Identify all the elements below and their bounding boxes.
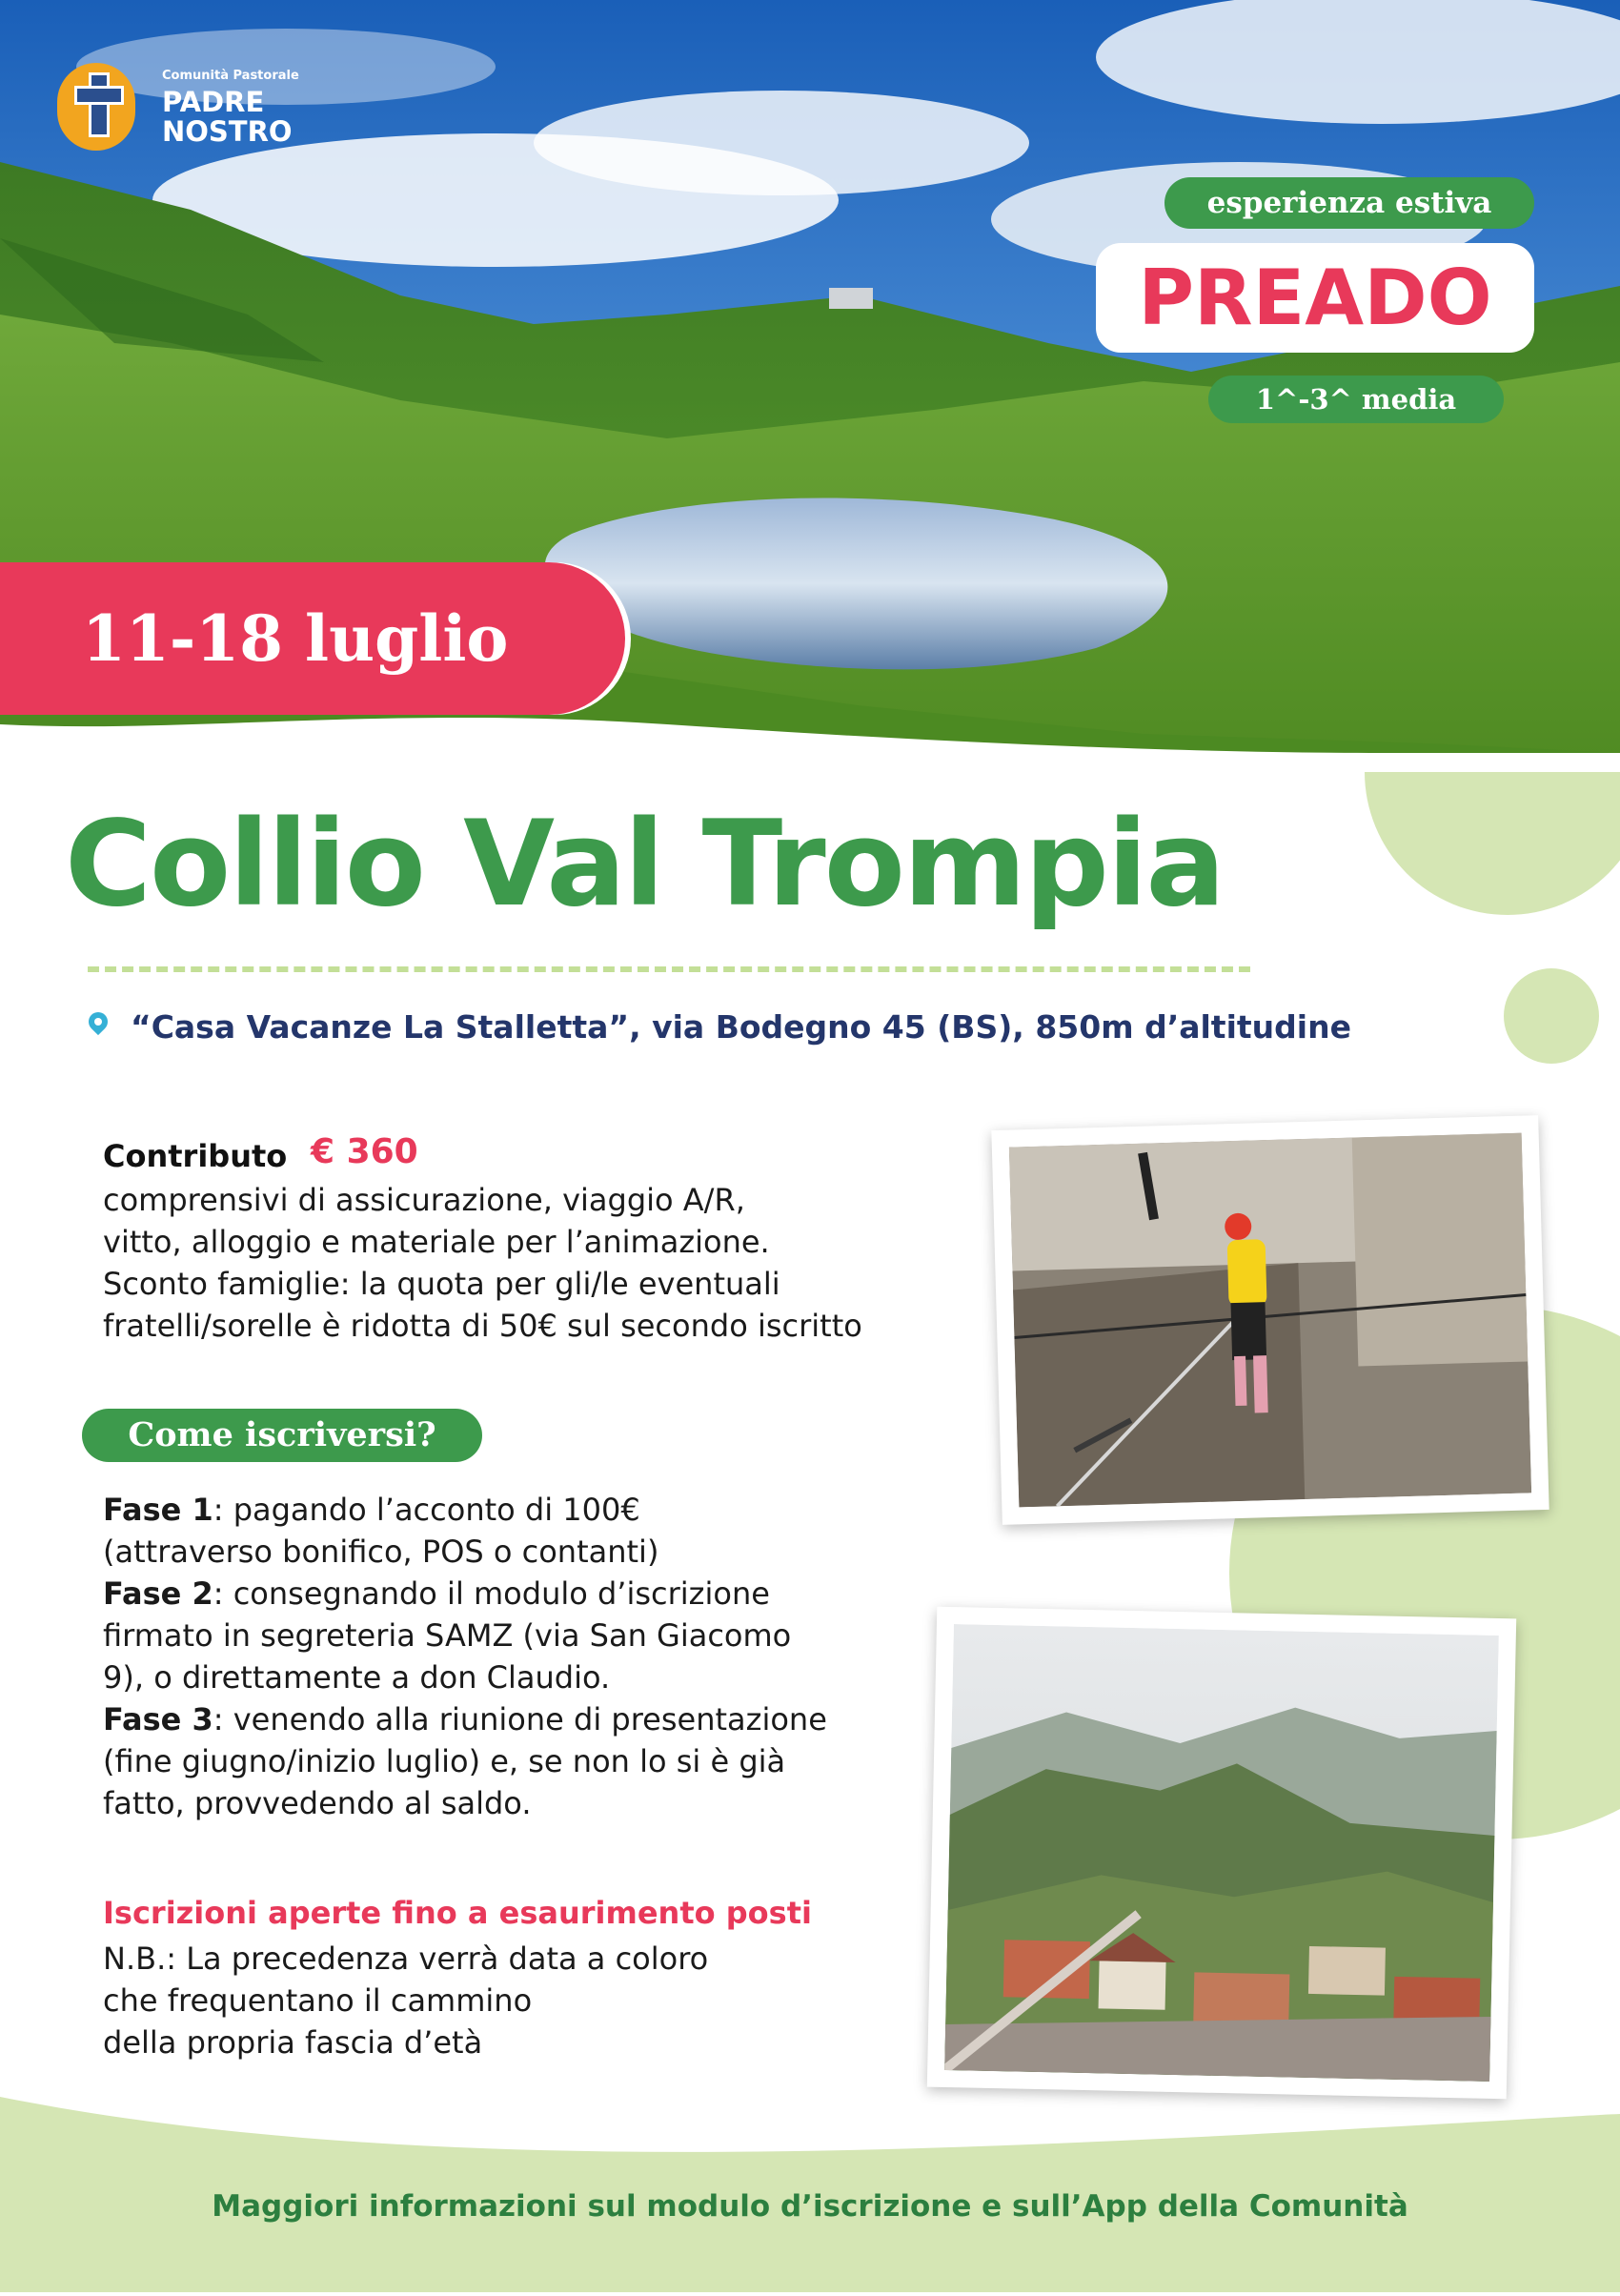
contributo-price: € 360 xyxy=(311,1132,418,1171)
fase-1: Fase 1: pagando l’acconto di 100€ xyxy=(103,1492,640,1528)
dashed-divider xyxy=(88,966,1250,972)
date-banner xyxy=(0,562,625,715)
photo-climbing xyxy=(991,1115,1549,1525)
page-title: Collio Val Trompia xyxy=(65,796,1225,933)
come-iscriversi-heading: Come iscriversi? xyxy=(82,1409,482,1462)
iscrizioni-aperte: Iscrizioni aperte fino a esaurimento posti xyxy=(103,1895,812,1931)
logo-name: PADRE NOSTRO xyxy=(162,86,293,148)
tag-media: 1^-3^ media xyxy=(1208,376,1504,423)
village-image xyxy=(944,1624,1499,2082)
fase-2: Fase 2: consegnando il modulo d’iscrizione xyxy=(103,1575,770,1612)
preado-box xyxy=(1096,243,1534,353)
date-text: 11-18 luglio xyxy=(82,601,509,676)
climbing-image xyxy=(1009,1133,1531,1508)
hero-landscape xyxy=(0,0,1620,772)
logo-padre-nostro xyxy=(57,59,305,154)
logo-subtitle: Comunità Pastorale xyxy=(162,69,299,83)
location-pin-icon xyxy=(85,1008,111,1035)
preado-title: PREADO xyxy=(1138,254,1492,342)
logo-cross-icon xyxy=(89,72,110,137)
contributo-label: Contributo xyxy=(103,1138,288,1174)
fase-3: Fase 3: venendo alla riunione di presentazione xyxy=(103,1701,827,1737)
nota-bene: N.B.: La precedenza verrà data a coloro che frequentano il cammino della propria fascia d’età xyxy=(103,1940,709,2061)
photo-village xyxy=(927,1607,1516,2100)
location-text: “Casa Vacanze La Stalletta”, via Bodegno 45 (BS), 850m d’altitudine xyxy=(131,1008,1351,1046)
fasi-list: Fase 1: pagando l’acconto di 100€ (attraverso bonifico, POS o contanti) Fase 2: consegnando il modulo d’iscrizione firmato in segreteria SAMZ (via San Giacomo 9), o direttamente a don Claudio. Fase 3: venendo alla riunione di presentazione (fine giugno/inizio luglio) e, se non lo si è già fatto, provvedendo al saldo. xyxy=(103,1489,942,1824)
footer-info: Maggiori informazioni sul modulo d’iscrizione e sull’App della Comunità xyxy=(212,2189,1408,2224)
contributo-details: comprensivi di assicurazione, viaggio A/R, vitto, alloggio e materiale per l’animazione. Sconto famiglie: la quota per gli/le eventuali fratelli/sorelle è ridotta di 50€ sul secondo iscritto xyxy=(103,1182,862,1344)
tag-esperienza-estiva: esperienza estiva xyxy=(1164,177,1534,229)
decor-circle-small xyxy=(1504,968,1599,1064)
